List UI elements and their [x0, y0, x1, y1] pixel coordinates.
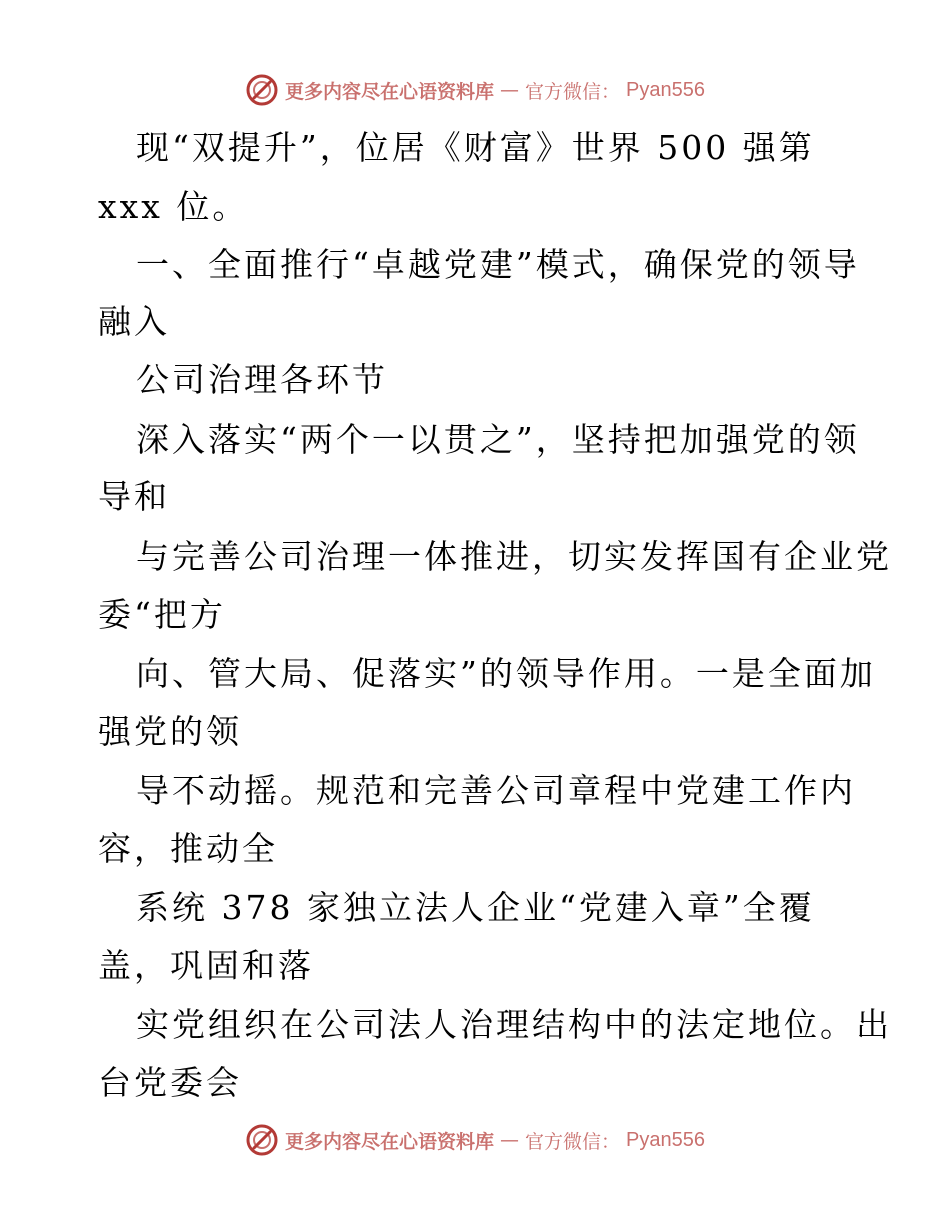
body-line: 导不动摇。规范和完善公司章程中党建工作内 — [136, 771, 856, 810]
body-line: 台党委会 — [98, 1063, 242, 1102]
header-banner-subtitle: 官方微信： — [525, 80, 621, 103]
footer-banner-wechat-id: Pyan556 — [626, 1128, 705, 1151]
header-banner-separator: — — [500, 79, 520, 101]
footer-banner-content — [245, 1123, 705, 1157]
header-banner-title: 更多内容尽在心语资料库 — [285, 80, 495, 103]
footer-banner — [0, 1120, 950, 1160]
body-line: 系统 378 家独立法人企业“党建入章”全覆 — [136, 888, 815, 927]
body-line: 盖，巩固和落 — [98, 946, 314, 985]
footer-banner-subtitle: 官方微信： — [525, 1130, 621, 1153]
body-line: 容，推动全 — [98, 829, 278, 868]
brand-logo-icon — [245, 1123, 279, 1157]
body-line: 一、全面推行“卓越党建”模式，确保党的领导 — [136, 245, 860, 284]
header-banner — [0, 70, 950, 110]
body-line: 公司治理各环节 — [136, 360, 388, 399]
body-line: 与完善公司治理一体推进，切实发挥国有企业党 — [136, 537, 892, 576]
header-banner-content — [245, 73, 705, 107]
body-line: 实党组织在公司法人治理结构中的法定地位。出 — [136, 1005, 892, 1044]
header-banner-wechat-id: Pyan556 — [626, 78, 705, 101]
brand-logo-icon — [245, 73, 279, 107]
body-line: 导和 — [98, 477, 170, 516]
body-line: 现“双提升”，位居《财富》世界 500 强第 — [136, 128, 815, 167]
body-line: 强党的领 — [98, 712, 242, 751]
body-line: 委“把方 — [98, 595, 226, 634]
footer-banner-title: 更多内容尽在心语资料库 — [285, 1130, 495, 1153]
body-line: xxx 位。 — [98, 187, 249, 226]
body-line: 融入 — [98, 302, 170, 341]
body-line: 向、管大局、促落实”的领导作用。一是全面加 — [136, 654, 876, 693]
body-line: 深入落实“两个一以贯之”，坚持把加强党的领 — [136, 420, 860, 459]
footer-banner-separator: — — [500, 1129, 520, 1151]
